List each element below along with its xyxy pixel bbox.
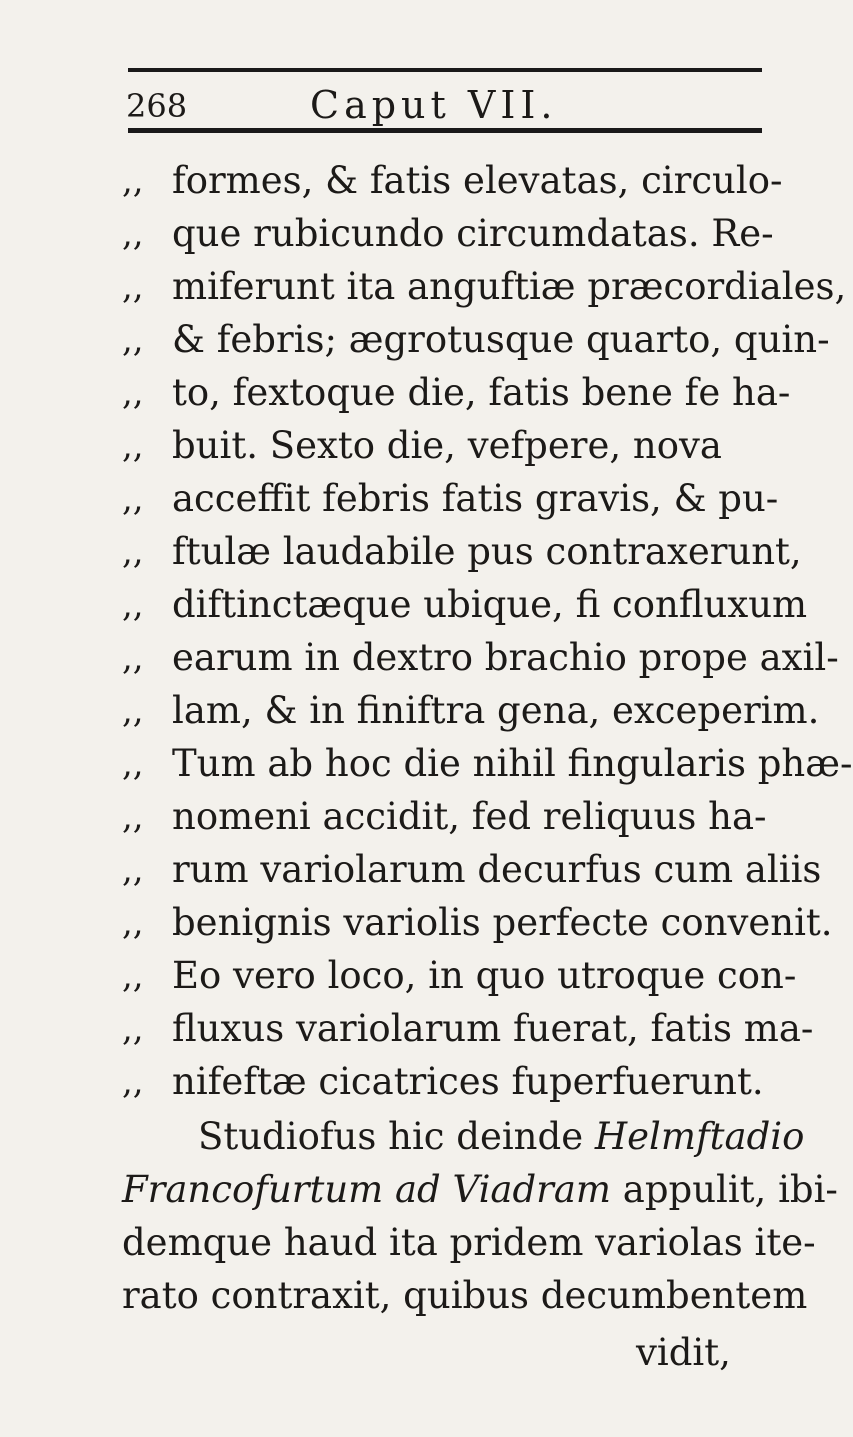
quote-mark: ,,	[122, 426, 144, 466]
quote-mark: ,,	[122, 638, 144, 678]
line-text: formes, & fatis elevatas, circulo-	[172, 159, 783, 202]
quote-mark: ,,	[122, 161, 144, 201]
quote-mark: ,,	[122, 1062, 144, 1102]
line-text: ftulæ laudabile pus contraxerunt,	[172, 530, 802, 573]
header-rule-bottom	[128, 128, 762, 133]
quote-mark: ,,	[122, 744, 144, 784]
quote-mark: ,,	[122, 267, 144, 307]
quote-mark: ,,	[122, 214, 144, 254]
line-text: & febris; ægrotusque quarto, quin-	[172, 318, 830, 361]
line-text: nifeftæ cicatrices fuperfuerunt.	[172, 1060, 764, 1103]
line-text: Eo vero loco, in quo utroque con-	[172, 954, 797, 997]
quote-mark: ,,	[122, 691, 144, 731]
line-text: nomeni accidit, fed reliquus ha-	[172, 795, 767, 838]
line-text: buit. Sexto die, vefpere, nova	[172, 424, 722, 467]
header-rule-top	[128, 68, 762, 72]
place-name: Helmftadio	[594, 1115, 805, 1158]
quote-mark: ,,	[122, 1009, 144, 1049]
page-number: 268	[126, 87, 188, 125]
quote-mark: ,,	[122, 956, 144, 996]
paragraph-text: Studiofus hic deinde	[198, 1115, 595, 1158]
quote-mark: ,,	[122, 373, 144, 413]
line-text: que rubicundo circumdatas. Re-	[172, 212, 774, 255]
quote-mark: ,,	[122, 797, 144, 837]
quote-mark: ,,	[122, 532, 144, 572]
line-text: Tum ab hoc die nihil fingularis phæ-	[172, 742, 853, 785]
paragraph-line: demque haud ita pridem variolas ite-	[122, 1221, 816, 1264]
line-text: rum variolarum decurfus cum aliis	[172, 848, 822, 891]
line-text: lam, & in finiftra gena, exceperim.	[172, 689, 820, 732]
line-text: miferunt ita anguftiæ præcordiales,	[172, 265, 847, 308]
quote-mark: ,,	[122, 479, 144, 519]
line-text: earum in dextro brachio prope axil-	[172, 636, 839, 679]
quote-mark: ,,	[122, 850, 144, 890]
catchword: vidit,	[636, 1331, 731, 1374]
paragraph-line	[198, 1116, 804, 1158]
quote-mark: ,,	[122, 320, 144, 360]
quote-mark: ,,	[122, 903, 144, 943]
line-text: fluxus variolarum fuerat, fatis ma-	[172, 1007, 814, 1050]
line-text: diftinctæque ubique, fi confluxum	[172, 583, 808, 626]
line-text: to, fextoque die, fatis bene fe ha-	[172, 371, 791, 414]
line-text: acceffit febris fatis gravis, & pu-	[172, 477, 779, 520]
quote-mark: ,,	[122, 585, 144, 625]
paragraph-line	[122, 1169, 838, 1211]
running-head: Caput VII.	[310, 83, 558, 127]
paragraph-line: rato contraxit, quibus decumbentem	[122, 1274, 808, 1317]
paragraph-text: appulit, ibi-	[611, 1168, 838, 1211]
place-name: Francofurtum ad Viadram	[122, 1168, 611, 1211]
line-text: benignis variolis perfecte convenit.	[172, 901, 833, 944]
